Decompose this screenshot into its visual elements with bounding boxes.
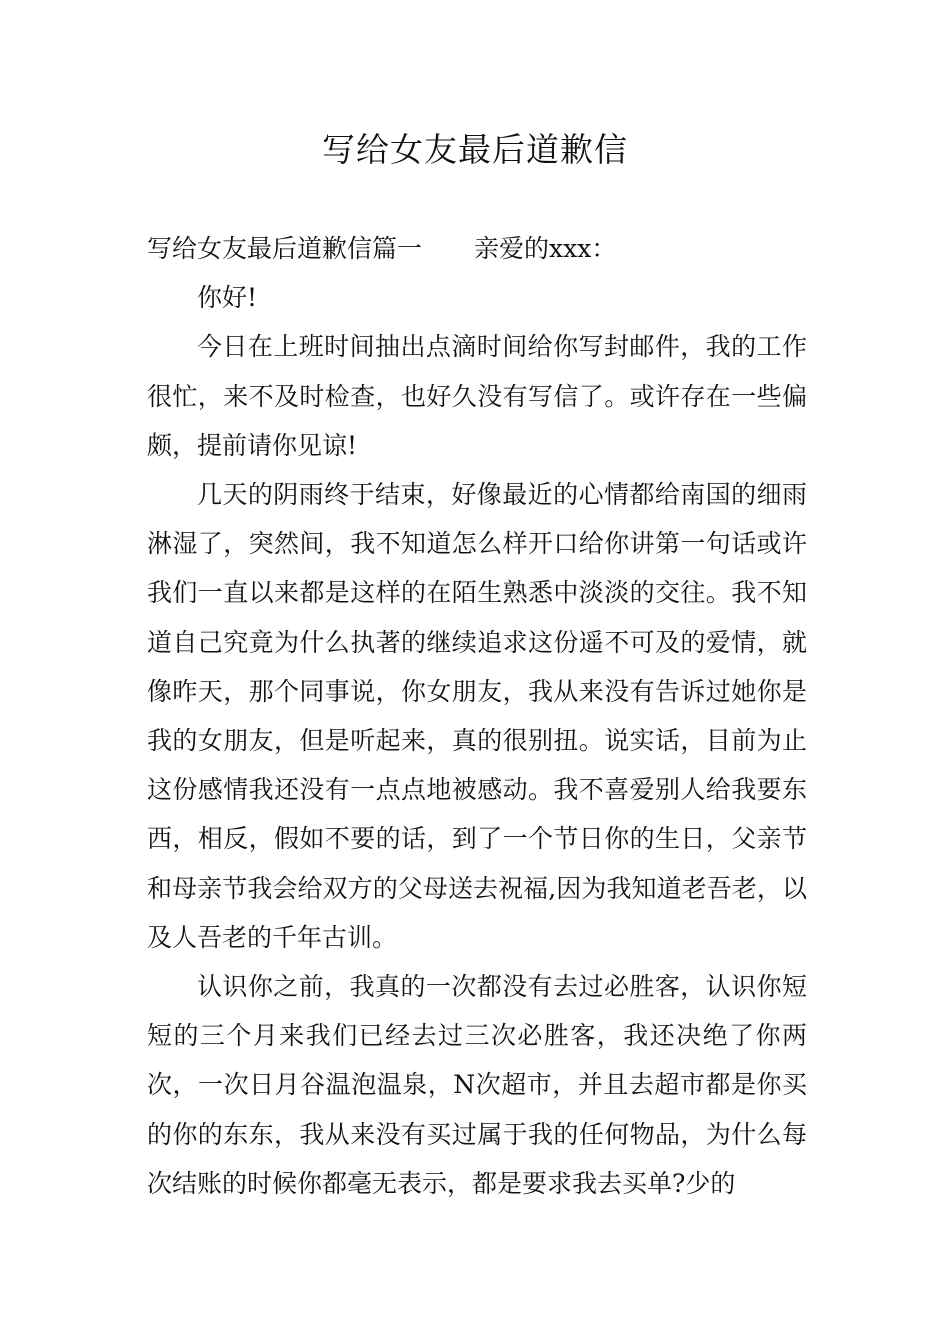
intro-line xyxy=(147,224,807,273)
paragraph-1: 今日在上班时间抽出点滴时间给你写封邮件，我的工作很忙，来不及时检查，也好久没有写信了。或许存在一些偏颇，提前请你见谅! xyxy=(147,332,807,460)
salutation: 亲爱的xxx： xyxy=(474,234,617,263)
paragraph-3: 认识你之前，我真的一次都没有去过必胜客，认识你短短的三个月来我们已经去过三次必胜客，我还决绝了你两次，一次日月谷温泡温泉，N次超市，并且去超市都是你买的你的东东，我从来没有买过属于我的任何物品，为什么每次结账的时候你都毫无表示，都是要求我去买单?少的 xyxy=(147,972,807,1198)
document-body xyxy=(147,224,807,1208)
intro-heading: 写给女友最后道歉信篇一 xyxy=(147,234,423,263)
paragraph-2: 几天的阴雨终于结束，好像最近的心情都给南国的细雨淋湿了，突然间，我不知道怎么样开口给你讲第一句话或许我们一直以来都是这样的在陌生熟悉中淡淡的交往。我不知道自己究竟为什么执著的继续追求这份遥不可及的爱情，就像昨天，那个同事说，你女朋友，我从来没有告诉过她你是我的女朋友，但是听起来，真的很别扭。说实话，目前为止这份感情我还没有一点点地被感动。我不喜爱别人给我要东西，相反，假如不要的话，到了一个节日你的生日，父亲节和母亲节我会给双方的父母送去祝福,因为我知道老吾老，以及人吾老的千年古训。 xyxy=(147,480,807,952)
document-title: 写给女友最后道歉信 xyxy=(322,130,628,169)
greeting: 你好! xyxy=(197,283,258,313)
